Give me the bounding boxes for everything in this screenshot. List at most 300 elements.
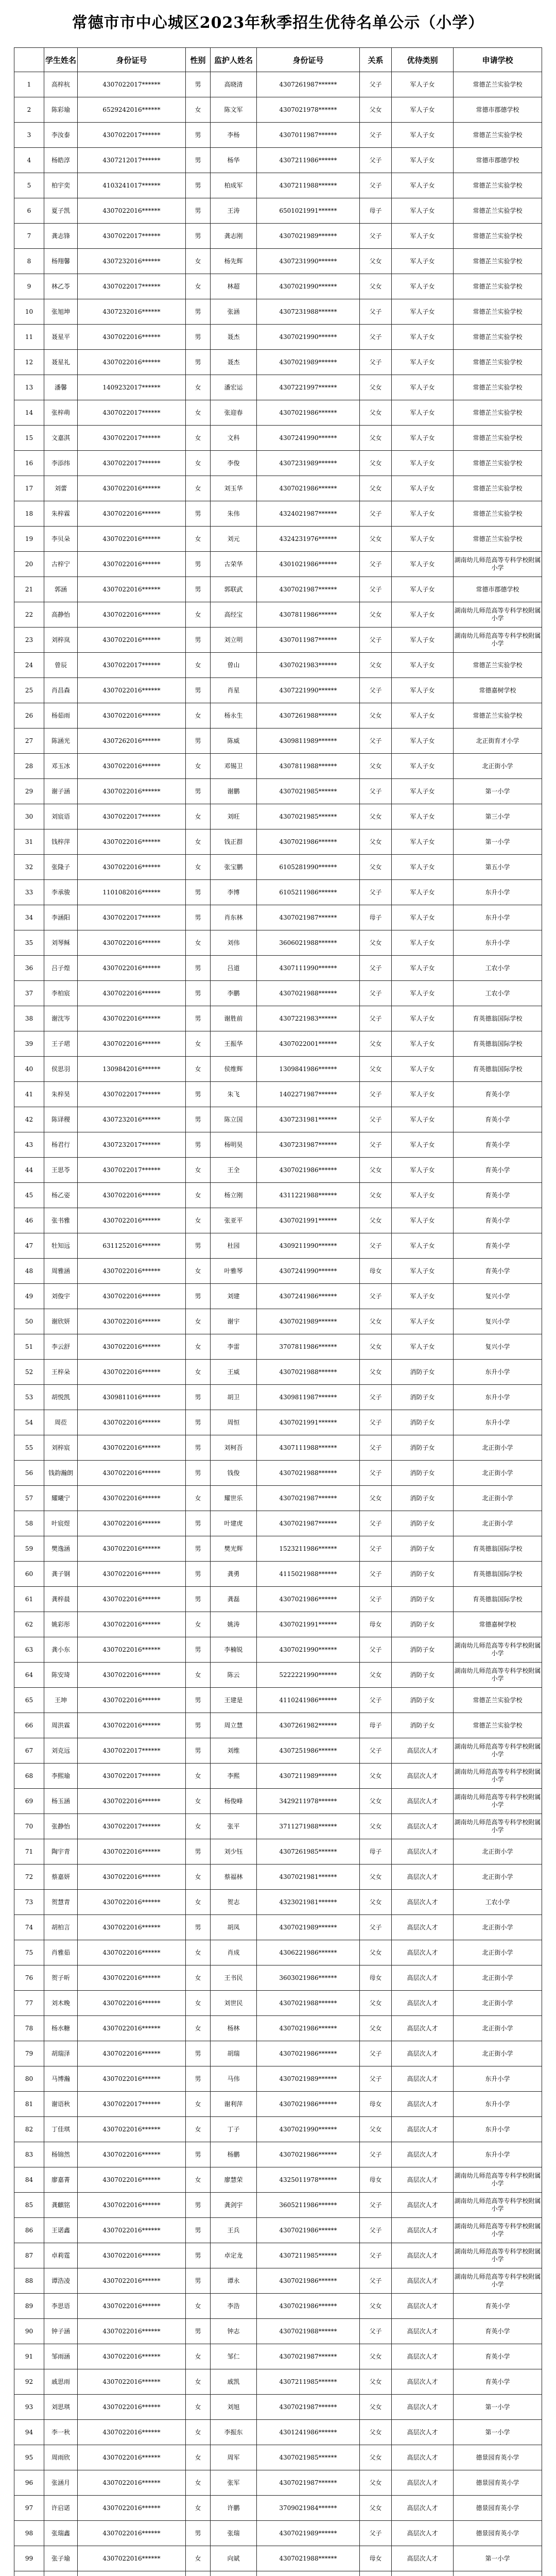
cell-index: 76 — [14, 1965, 44, 1991]
cell-guardian-id: 4307211989****** — [257, 1764, 360, 1789]
cell-student-name: 文嘉淇 — [44, 426, 78, 451]
cell-index: 10 — [14, 299, 44, 325]
cell-relation: 父女 — [360, 829, 392, 855]
cell-student-id: 4307022016****** — [78, 2268, 186, 2294]
cell-guardian-id: 4301021986****** — [257, 552, 360, 577]
cell-school: 北正街小学 — [454, 1991, 542, 2016]
cell-relation: 父子 — [360, 173, 392, 198]
cell-gender: 女 — [186, 1965, 211, 1991]
cell-relation: 父女 — [360, 375, 392, 400]
cell-index: 29 — [14, 779, 44, 804]
table-row — [14, 1132, 542, 1158]
cell-category: 消防子女 — [392, 1435, 454, 1461]
cell-guardian-id: 1309841986****** — [257, 1057, 360, 1082]
table-row — [14, 930, 542, 956]
cell-guardian-name: 刘元 — [211, 527, 257, 552]
cell-student-id: 4307022016****** — [78, 1991, 186, 2016]
cell-school: 北正街小学 — [454, 1486, 542, 1511]
cell-index: 61 — [14, 1587, 44, 1612]
cell-guardian-id: 3606021988****** — [257, 930, 360, 956]
cell-relation: 父子 — [360, 1107, 392, 1132]
cell-guardian-name: 高晓清 — [211, 72, 257, 97]
cell-school: 湖南幼儿师范高等专科学校附属小学 — [454, 1764, 542, 1789]
cell-guardian-name: 丁子 — [211, 2117, 257, 2142]
cell-gender: 女 — [186, 1789, 211, 1814]
cell-relation: 母女 — [360, 2092, 392, 2117]
cell-index: 13 — [14, 375, 44, 400]
cell-gender: 女 — [186, 476, 211, 501]
cell-guardian-id: 4307021981****** — [257, 1865, 360, 1890]
cell-guardian-id: 6105281990****** — [257, 855, 360, 880]
cell-guardian-id: 3605211986****** — [257, 2193, 360, 2218]
cell-relation: 父女 — [360, 476, 392, 501]
cell-school: 常德芷兰实验学校 — [454, 653, 542, 678]
cell-category: 军人子女 — [392, 501, 454, 527]
table-row — [14, 2470, 542, 2496]
cell-school: 北正街小学 — [454, 2016, 542, 2041]
cell-guardian-id: 4309811987****** — [257, 1385, 360, 1410]
cell-guardian-name: 张宝鹏 — [211, 855, 257, 880]
cell-student-id: 4307022016****** — [78, 1663, 186, 1688]
cell-student-name: 张梓萌 — [44, 400, 78, 426]
cell-category: 军人子女 — [392, 981, 454, 1006]
cell-school: 工农小学 — [454, 956, 542, 981]
cell-student-name: 张涵月 — [44, 2470, 78, 2496]
cell-relation: 父女 — [360, 1057, 392, 1082]
cell-guardian-name: 刘玉华 — [211, 476, 257, 501]
cell-index: 52 — [14, 1360, 44, 1385]
cell-student-id: 4307022016****** — [78, 1486, 186, 1511]
cell-index: 82 — [14, 2117, 44, 2142]
table-row — [14, 2496, 542, 2521]
cell-relation: 父子 — [360, 325, 392, 350]
cell-category: 军人子女 — [392, 754, 454, 779]
cell-gender: 女 — [186, 1890, 211, 1915]
cell-relation: 父子 — [360, 1637, 392, 1663]
cell-student-name: 李添纬 — [44, 451, 78, 476]
cell-category: 军人子女 — [392, 779, 454, 804]
cell-guardian-id: 4307221990****** — [257, 678, 360, 703]
cell-school: 北正街小学 — [454, 1865, 542, 1890]
cell-index: 73 — [14, 1890, 44, 1915]
cell-guardian-id: 4307021989****** — [257, 1915, 360, 1940]
cell-guardian-name — [211, 2571, 257, 2576]
cell-guardian-id: 3429211978****** — [257, 1789, 360, 1814]
header-student-id: 身份证号 — [78, 48, 186, 72]
cell-category: 军人子女 — [392, 1107, 454, 1132]
cell-school: 北正街小学 — [454, 1965, 542, 1991]
cell-gender: 男 — [186, 1435, 211, 1461]
cell-student-name: 龚志锋 — [44, 224, 78, 249]
cell-relation: 母女 — [360, 2546, 392, 2571]
cell-guardian-name: 王建是 — [211, 1688, 257, 1713]
cell-gender: 女 — [186, 829, 211, 855]
cell-school: 第三小学 — [454, 804, 542, 829]
cell-guardian-name: 马伟 — [211, 2066, 257, 2092]
cell-category: 军人子女 — [392, 930, 454, 956]
cell-student-name: 朱梓霖 — [44, 501, 78, 527]
cell-school: 育英小学 — [454, 1132, 542, 1158]
cell-student-id: 4307022016****** — [78, 2319, 186, 2344]
cell-guardian-id: 4307021987****** — [257, 1486, 360, 1511]
cell-guardian-id: 4307021986****** — [257, 2092, 360, 2117]
cell-school: 常德芷兰实验学校 — [454, 703, 542, 728]
cell-relation: 父子 — [360, 678, 392, 703]
cell-school: 北正街小学 — [454, 1435, 542, 1461]
cell-student-name: 张旭坤 — [44, 299, 78, 325]
cell-guardian-name: 许鹏 — [211, 2496, 257, 2521]
cell-student-id: 4307022017****** — [78, 1082, 186, 1107]
table-row — [14, 1688, 542, 1713]
cell-gender: 女 — [186, 2369, 211, 2395]
cell-student-name: 耀曦宁 — [44, 1486, 78, 1511]
cell-guardian-id: 4307021987****** — [257, 2344, 360, 2369]
cell-relation: 母女 — [360, 1259, 392, 1284]
cell-relation: 母子 — [360, 1713, 392, 1738]
cell-gender: 女 — [186, 1031, 211, 1057]
cell-index: 17 — [14, 476, 44, 501]
cell-category: 军人子女 — [392, 299, 454, 325]
cell-school: 湖南幼儿师范高等专科学校附属小学 — [454, 1814, 542, 1839]
cell-category: 消防子女 — [392, 1637, 454, 1663]
cell-relation: 父子 — [360, 880, 392, 905]
cell-guardian-name: 李楠锐 — [211, 1637, 257, 1663]
table-row — [14, 1158, 542, 1183]
table-row — [14, 2344, 542, 2369]
cell-student-id: 4307022016****** — [78, 1839, 186, 1865]
cell-student-id: 6529242016****** — [78, 97, 186, 123]
table-row — [14, 628, 542, 653]
cell-relation: 父女 — [360, 2117, 392, 2142]
cell-guardian-name: 王全 — [211, 1158, 257, 1183]
cell-guardian-name: 贺志 — [211, 1890, 257, 1915]
cell-student-name: 许启诺 — [44, 2496, 78, 2521]
cell-guardian-name: 钱正群 — [211, 829, 257, 855]
cell-relation: 父子 — [360, 1461, 392, 1486]
cell-guardian-name: 谢鹏 — [211, 779, 257, 804]
table-row — [14, 2117, 542, 2142]
cell-gender: 女 — [186, 2546, 211, 2571]
cell-guardian-name: 文科 — [211, 426, 257, 451]
cell-category: 军人子女 — [392, 274, 454, 299]
cell-index: 57 — [14, 1486, 44, 1511]
cell-school: 育英德翁国际学校 — [454, 1562, 542, 1587]
cell-school: 常德市郡德学校 — [454, 97, 542, 123]
cell-relation: 父女 — [360, 1208, 392, 1233]
cell-index: 32 — [14, 855, 44, 880]
cell-guardian-name: 刘旺 — [211, 804, 257, 829]
cell-gender: 女 — [186, 249, 211, 274]
table-row — [14, 703, 542, 728]
cell-relation: 父女 — [360, 527, 392, 552]
cell-student-id: 4307022016****** — [78, 2445, 186, 2470]
cell-guardian-id: 4307021991****** — [257, 1208, 360, 1233]
cell-guardian-id: 4301241986****** — [257, 2420, 360, 2445]
cell-school: 常德芷兰实验学校 — [454, 224, 542, 249]
cell-relation: 父子 — [360, 2066, 392, 2092]
cell-school: 常德芷兰实验学校 — [454, 123, 542, 148]
cell-gender: 男 — [186, 2142, 211, 2167]
table-row — [14, 1284, 542, 1309]
cell-relation: 父女 — [360, 249, 392, 274]
cell-student-id: 4307022016****** — [78, 1536, 186, 1562]
cell-school: 德景园育英小学 — [454, 2470, 542, 2496]
cell-guardian-id: 4307021990****** — [257, 325, 360, 350]
cell-guardian-id: 4307021988****** — [257, 981, 360, 1006]
cell-student-name: 王思苓 — [44, 1158, 78, 1183]
cell-relation: 父子 — [360, 72, 392, 97]
cell-school: 常德芷兰实验学校 — [454, 375, 542, 400]
cell-relation: 父女 — [360, 653, 392, 678]
cell-relation: 父女 — [360, 1890, 392, 1915]
cell-gender: 男 — [186, 2218, 211, 2243]
cell-index: 25 — [14, 678, 44, 703]
cell-school: 湖南幼儿师范高等专科学校附属小学 — [454, 1789, 542, 1814]
table-row — [14, 1107, 542, 1132]
cell-index: 72 — [14, 1865, 44, 1890]
cell-category: 高层次人才 — [392, 1965, 454, 1991]
page-title: 常德市市中心城区2023年秋季招生优待名单公示（小学） — [72, 14, 484, 32]
cell-category: 消防子女 — [392, 1385, 454, 1410]
cell-guardian-id: 3709021984****** — [257, 2496, 360, 2521]
cell-index: 98 — [14, 2521, 44, 2546]
cell-index: 4 — [14, 148, 44, 173]
cell-guardian-id: 3711271988****** — [257, 1814, 360, 1839]
cell-relation: 父子 — [360, 350, 392, 375]
cell-relation: 父子 — [360, 2243, 392, 2268]
cell-index: 23 — [14, 628, 44, 653]
table-row — [14, 501, 542, 527]
cell-category: 军人子女 — [392, 829, 454, 855]
cell-student-name: 张子瑜 — [44, 2546, 78, 2571]
cell-category: 高层次人才 — [392, 1764, 454, 1789]
table-row — [14, 1637, 542, 1663]
cell-guardian-name: 侯维辉 — [211, 1057, 257, 1082]
cell-student-name: 钟子涵 — [44, 2319, 78, 2344]
cell-index: 81 — [14, 2092, 44, 2117]
cell-guardian-name: 王兵 — [211, 2218, 257, 2243]
cell-relation: 父子 — [360, 299, 392, 325]
cell-student-name: 陈涵光 — [44, 728, 78, 754]
table-row — [14, 274, 542, 299]
cell-guardian-id: 4307021991****** — [257, 1612, 360, 1637]
cell-guardian-name: 郭联武 — [211, 577, 257, 602]
cell-guardian-id: 4307231987****** — [257, 1132, 360, 1158]
cell-gender: 女 — [186, 375, 211, 400]
cell-guardian-id: 4307211985****** — [257, 2369, 360, 2395]
cell-school: 育英小学 — [454, 1082, 542, 1107]
cell-student-name: 邓玉冰 — [44, 754, 78, 779]
table-row — [14, 981, 542, 1006]
cell-gender: 男 — [186, 501, 211, 527]
cell-guardian-name: 古荣华 — [211, 552, 257, 577]
cell-index: 5 — [14, 173, 44, 198]
cell-guardian-id: 4307021991****** — [257, 1410, 360, 1435]
table-row — [14, 224, 542, 249]
cell-relation: 父子 — [360, 2268, 392, 2294]
cell-index: 95 — [14, 2445, 44, 2470]
cell-category: 军人子女 — [392, 1057, 454, 1082]
cell-student-id: 4307232016****** — [78, 1107, 186, 1132]
table-row — [14, 148, 542, 173]
cell-guardian-name: 刘柯吾 — [211, 1435, 257, 1461]
cell-school: 育英小学 — [454, 2294, 542, 2319]
table-row — [14, 1839, 542, 1865]
cell-school: 常德芷兰实验学校 — [454, 198, 542, 224]
cell-gender: 男 — [186, 2193, 211, 2218]
cell-gender: 男 — [186, 628, 211, 653]
cell-category: 军人子女 — [392, 804, 454, 829]
cell-gender: 女 — [186, 2294, 211, 2319]
table-row — [14, 2243, 542, 2268]
cell-index: 50 — [14, 1309, 44, 1334]
cell-index: 28 — [14, 754, 44, 779]
cell-guardian-id: 4307021986****** — [257, 1158, 360, 1183]
cell-relation: 父子 — [360, 2193, 392, 2218]
cell-guardian-id: 4307021985****** — [257, 2445, 360, 2470]
cell-student-id: 1101082016****** — [78, 880, 186, 905]
cell-guardian-id — [257, 2571, 360, 2576]
cell-student-id: 4307022016****** — [78, 2420, 186, 2445]
cell-guardian-id: 4307021990****** — [257, 274, 360, 299]
cell-gender — [186, 2571, 211, 2576]
table-row — [14, 1057, 542, 1082]
cell-school: 湖南幼儿师范高等专科学校附属小学 — [454, 552, 542, 577]
cell-guardian-id: 4307021989****** — [257, 1309, 360, 1334]
cell-school: 湖南幼儿师范高等专科学校附属小学 — [454, 628, 542, 653]
cell-relation: 父子 — [360, 2142, 392, 2167]
header-school: 申请学校 — [454, 48, 542, 72]
cell-school: 东升小学 — [454, 2142, 542, 2167]
cell-guardian-id: 4307811986****** — [257, 602, 360, 628]
cell-school: 复兴小学 — [454, 1309, 542, 1334]
cell-student-name: 戚思雨 — [44, 2369, 78, 2395]
cell-index: 89 — [14, 2294, 44, 2319]
table-row — [14, 2395, 542, 2420]
cell-student-id: 4307022016****** — [78, 829, 186, 855]
cell-student-id: 4307022016****** — [78, 2470, 186, 2496]
cell-index: 3 — [14, 123, 44, 148]
cell-guardian-id: 4307241986****** — [257, 1284, 360, 1309]
cell-gender: 男 — [186, 981, 211, 1006]
cell-student-id: 4307022016****** — [78, 552, 186, 577]
cell-gender: 男 — [186, 1738, 211, 1764]
cell-student-id: 4307022016****** — [78, 1461, 186, 1486]
cell-student-name: 张静怡 — [44, 1814, 78, 1839]
cell-guardian-id: 4324231976****** — [257, 527, 360, 552]
cell-gender: 男 — [186, 1839, 211, 1865]
cell-gender: 男 — [186, 2268, 211, 2294]
cell-student-name: 潘馨 — [44, 375, 78, 400]
cell-student-id: 4307022016****** — [78, 754, 186, 779]
cell-relation: 父子 — [360, 1915, 392, 1940]
cell-index: 48 — [14, 1259, 44, 1284]
cell-student-id: 4307022016****** — [78, 1284, 186, 1309]
cell-student-id: 4307022016****** — [78, 1006, 186, 1031]
cell-school: 北正街小学 — [454, 2041, 542, 2066]
cell-guardian-name: 龚磊 — [211, 1587, 257, 1612]
cell-school: 湖南幼儿师范高等专科学校附属小学 — [454, 602, 542, 628]
table-row — [14, 1536, 542, 1562]
table-row — [14, 299, 542, 325]
cell-student-id: 4307022016****** — [78, 2546, 186, 2571]
table-row — [14, 577, 542, 602]
cell-student-name: 杨皓淳 — [44, 148, 78, 173]
cell-student-name: 马博瀚 — [44, 2066, 78, 2092]
cell-school: 常德市郡德学校 — [454, 148, 542, 173]
cell-guardian-name: 胡凤 — [211, 1915, 257, 1940]
cell-guardian-id: 4307021989****** — [257, 224, 360, 249]
cell-guardian-name: 张涵 — [211, 299, 257, 325]
table-row — [14, 198, 542, 224]
cell-category: 军人子女 — [392, 1208, 454, 1233]
cell-index: 24 — [14, 653, 44, 678]
cell-school: 复兴小学 — [454, 1334, 542, 1360]
table-row — [14, 829, 542, 855]
cell-student-name: 谢沈岑 — [44, 1006, 78, 1031]
cell-relation: 父子 — [360, 956, 392, 981]
cell-relation: 父子 — [360, 1233, 392, 1259]
cell-category: 高层次人才 — [392, 2344, 454, 2369]
cell-student-name: 柏宇奕 — [44, 173, 78, 198]
cell-student-id: 4307232017****** — [78, 1132, 186, 1158]
cell-student-name: 谢欣妍 — [44, 1309, 78, 1334]
cell-student-id: 4103241017****** — [78, 173, 186, 198]
cell-category: 军人子女 — [392, 678, 454, 703]
cell-index: 33 — [14, 880, 44, 905]
cell-gender: 女 — [186, 2395, 211, 2420]
cell-index: 7 — [14, 224, 44, 249]
cell-gender: 女 — [186, 653, 211, 678]
cell-gender: 女 — [186, 1865, 211, 1890]
cell-category: 消防子女 — [392, 1410, 454, 1435]
cell-category: 消防子女 — [392, 1511, 454, 1536]
cell-student-id: 4307022017****** — [78, 1814, 186, 1839]
cell-gender: 男 — [186, 905, 211, 930]
cell-category: 消防子女 — [392, 1587, 454, 1612]
cell-gender: 女 — [186, 400, 211, 426]
cell-guardian-name: 卓定龙 — [211, 2243, 257, 2268]
cell-guardian-id: 6105211986****** — [257, 880, 360, 905]
cell-gender: 男 — [186, 72, 211, 97]
cell-guardian-id: 4307261985****** — [257, 1839, 360, 1865]
cell-index: 69 — [14, 1789, 44, 1814]
cell-gender: 男 — [186, 880, 211, 905]
cell-relation: 父女 — [360, 2420, 392, 2445]
cell-student-name: 肖昌森 — [44, 678, 78, 703]
cell-student-name: 曾辰 — [44, 653, 78, 678]
table-row — [14, 1360, 542, 1385]
cell-category: 高层次人才 — [392, 2218, 454, 2243]
table-row — [14, 97, 542, 123]
table-row — [14, 1713, 542, 1738]
cell-student-id: 4307232016****** — [78, 299, 186, 325]
cell-index: 38 — [14, 1006, 44, 1031]
cell-guardian-id: 4307231990****** — [257, 249, 360, 274]
cell-guardian-name: 王威 — [211, 1360, 257, 1385]
cell-gender: 女 — [186, 1309, 211, 1334]
cell-school: 湖南幼儿师范高等专科学校附属小学 — [454, 2218, 542, 2243]
cell-guardian-id: 4307021988****** — [257, 1360, 360, 1385]
cell-category: 高层次人才 — [392, 1814, 454, 1839]
cell-student-name: 李思语 — [44, 2294, 78, 2319]
cell-student-name: 王子珺 — [44, 1031, 78, 1057]
cell-relation: 父子 — [360, 1082, 392, 1107]
cell-index: 44 — [14, 1158, 44, 1183]
cell-student-name: 杨水糖 — [44, 2016, 78, 2041]
cell-school: 东升小学 — [454, 1410, 542, 1435]
cell-student-name: 陈安琦 — [44, 1663, 78, 1688]
